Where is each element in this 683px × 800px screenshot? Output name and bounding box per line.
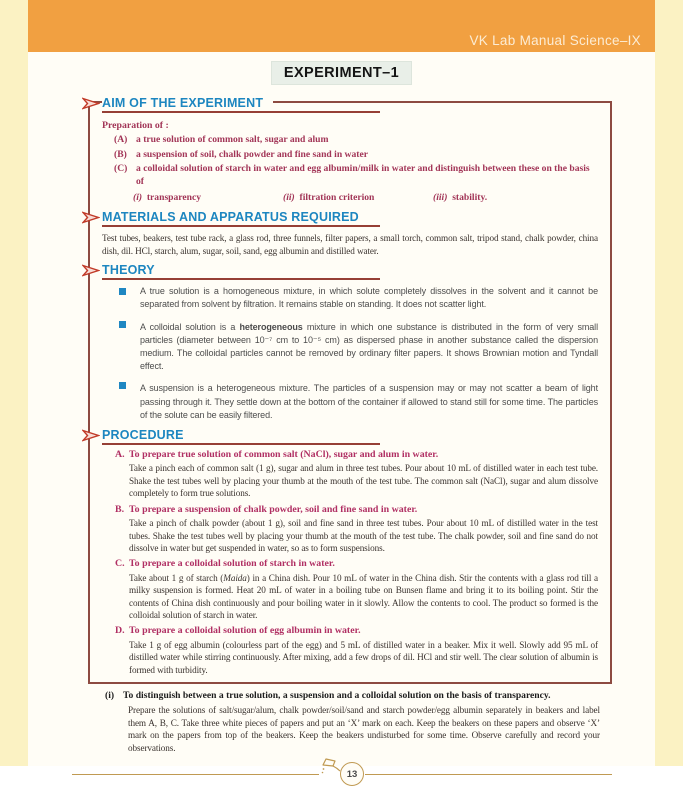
square-bullet-icon [119, 321, 126, 328]
section-title-aim: AIM OF THE EXPERIMENT [102, 97, 273, 110]
step-text: Take 1 g of egg albumin (colourless part of the egg) and 5 mL of distilled water in a beaker. Mix it well. Slowly add 95 mL of distilled water while stirring continuously. After mixing, add a few drops of dil. HCl and stir well. The clear solution of albumin is formed with turbidity. [129, 639, 598, 675]
page-number-emblem [320, 762, 364, 786]
page-number: 13 [340, 762, 364, 786]
footer-line-left [72, 774, 319, 775]
procedure-step-c [102, 558, 598, 621]
step-title-row [115, 625, 598, 637]
step-label: C. [115, 558, 125, 570]
step-label: B. [115, 503, 125, 515]
step-text: Take a pinch each of common salt (1 g), sugar and alum in three test tubes. Pour about 10 mL of distilled water in each test tube. Shake the test tubes well by placing your thumb at the mouth of the test tube. The common salt (NaCl), sugar and alum dissolve completely to form true solutions. [129, 463, 598, 499]
header-band [28, 0, 655, 52]
criterion-text: transparency [146, 192, 202, 204]
step-title: To prepare true solution of common salt (NaCl), sugar and alum in water. [129, 449, 439, 461]
substep-text: Prepare the solutions of salt/sugar/alum, chalk powder/soil/sand and starch powder/egg albumin separately in beakers and label them A, B, C. Take three white pieces of papers and put an ‘X’ mark on each. Keep the beakers on these papers and observe ‘X’ mark on the papers from top of the beakers. Keep the beakers undisturbed for some time. Observe carefully and record your observations. [128, 705, 600, 753]
step-title-row [115, 504, 598, 516]
aim-item-text: a true solution of common salt, sugar and alum [136, 134, 329, 146]
section-title-theory: THEORY [102, 264, 165, 277]
criterion-label: (i) [133, 192, 143, 204]
arrowhead-icon [82, 211, 100, 224]
aim-item-b [114, 149, 598, 161]
content-box [88, 96, 612, 684]
procedure-step-b [102, 504, 598, 555]
theory-bullet-text: A suspension is a heterogeneous mixture. The particles of a suspension may or may not scatter a beam of light passing through it. They settle down at the bottom of the container if allowed to stand still for some time. The particles of the solute can be easily filtered. [140, 383, 598, 420]
aim-item-label: (A) [114, 134, 128, 146]
title-row [28, 61, 655, 85]
square-bullet-icon [119, 382, 126, 389]
arrowhead-icon [82, 429, 100, 442]
step-label: D. [115, 625, 125, 637]
aim-item-label: (C) [114, 163, 128, 175]
criterion-transparency [133, 192, 283, 204]
arrowhead-icon [82, 97, 100, 110]
aim-intro: Preparation of : [102, 120, 169, 131]
criterion-text: stability. [452, 192, 488, 204]
criterion-stability [433, 192, 487, 204]
theory-bullet-true-solution [119, 285, 598, 311]
criterion-label: (iii) [433, 192, 448, 204]
book-title: VK Lab Manual Science–IX [469, 33, 641, 48]
arrowhead-icon [82, 264, 100, 277]
section-heading-materials [102, 211, 380, 227]
step-title: To prepare a colloidal solution of starch in water. [129, 558, 335, 570]
section-heading-theory [102, 264, 380, 280]
procedure-substep-i [105, 690, 612, 754]
aim-item-a [114, 134, 598, 146]
theory-bullet-suspension [119, 378, 598, 422]
page-content [88, 96, 612, 786]
substep-title-row [105, 690, 612, 702]
experiment-title: EXPERIMENT–1 [271, 61, 412, 85]
theory-bullet-colloid [119, 317, 598, 374]
square-bullet-icon [119, 288, 126, 295]
section-heading-aim [102, 97, 380, 113]
section-title-materials: MATERIALS AND APPARATUS REQUIRED [102, 211, 369, 224]
section-heading-procedure [102, 429, 380, 445]
substep-label: (i) [105, 689, 115, 701]
footer-line-right [365, 774, 612, 775]
substep-title: To distinguish between a true solution, a suspension and a colloidal solution on the basis of transparency. [123, 689, 551, 701]
section-title-procedure: PROCEDURE [102, 429, 194, 442]
aim-item-text: a suspension of soil, chalk powder and fine sand in water [136, 148, 368, 160]
procedure-step-a [102, 449, 598, 500]
step-title: To prepare a suspension of chalk powder, soil and fine sand in water. [129, 503, 418, 515]
step-title-row [115, 449, 598, 461]
step-text: Take about 1 g of starch (Maida) in a China dish. Pour 10 mL of water in the China dish. Stir the contents with a glass rod till a milky suspension is formed. Heat 20 mL of water in a boiling tube on Bunsen flame and bring it to its boiling point. Stir the contents of China dish continuously and pour boiling water in it slowly. Allow the contents to cool. The product so formed is the colloidal solution of starch in water. [129, 572, 599, 620]
step-label: A. [115, 449, 125, 461]
step-title: To prepare a colloidal solution of egg albumin in water. [129, 625, 361, 637]
aim-criteria-row [133, 192, 598, 204]
aim-item-text: a colloidal solution of starch in water and egg albumin/milk in water and distinguish between these on the basis of [136, 163, 590, 187]
criterion-text: filtration criterion [299, 192, 375, 204]
criterion-filtration [283, 192, 433, 204]
criterion-label: (ii) [283, 192, 295, 204]
aim-item-c [114, 163, 598, 188]
theory-bullet-text: A true solution is a homogeneous mixture, in which solute completely dissolves in the solvent and it cannot be separated from solvent by filtration. It remains stable on standing. It does not scatter light. [140, 286, 598, 310]
step-text: Take a pinch of chalk powder (about 1 g), soil and fine sand in three test tubes. Pour about 10 mL of distilled water in the test tubes. Shake the test tubes well by placing your thumb at the mouth of the test tube. The chalk powder, soil and fine sand do not dissolve in water but get suspended in water, so as to form suspensions. [129, 518, 598, 553]
theory-bullet-text: A colloidal solution is a heterogeneous mixture in which one substance is distributed in the form of very small particles (diameter between 10⁻⁷ cm to 10⁻⁵ cm) as dispersed phase in another substance called the dispersion medium. The colloidal particles cannot be removed by ordinary filter papers. It shows Brownian motion and Tyndall effect. [140, 321, 598, 372]
footer-rule [72, 762, 612, 786]
procedure-step-d [102, 625, 598, 676]
materials-text: Test tubes, beakers, test tube rack, a glass rod, three funnels, filter papers, a small torch, common salt, tripod stand, chalk powder, china dish, dil. HCl, starch, alum, sugar, soil, sand, egg albumin and distilled water. [102, 233, 598, 256]
aim-item-label: (B) [114, 148, 127, 160]
step-title-row [115, 558, 598, 570]
